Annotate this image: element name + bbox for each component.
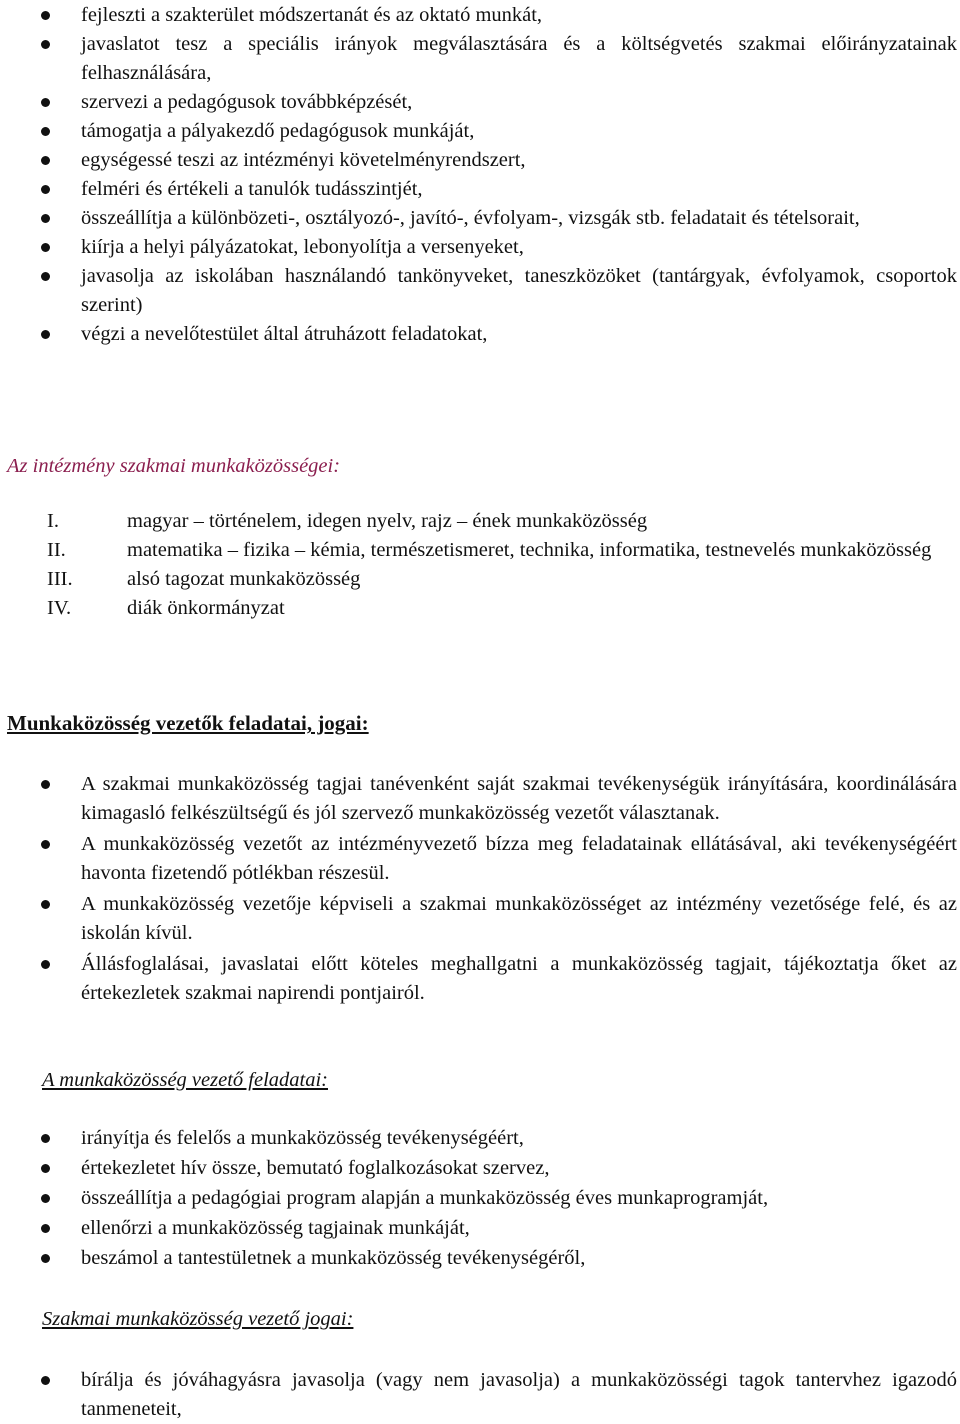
workgroup-item: I. magyar – történelem, idegen nyelv, rajz – ének munkaközösség [0, 507, 960, 536]
bullet-icon [41, 156, 50, 165]
list-item: javasolja az iskolában használandó tankönyveket, taneszközöket (tantárgyak, évfolyamok, csoportok szerint) [0, 262, 960, 320]
list-item: A munkaközösség vezetőt az intézményvezető bízza meg feladatainak ellátásával, aki tevékenységéért havonta fizetendő pótlékban részesül. [0, 830, 960, 888]
bullet-icon [41, 840, 50, 849]
list-item: szervezi a pedagógusok továbbképzését, [0, 88, 960, 117]
workgroups-heading: Az intézmény szakmai munkaközösségei: [7, 455, 341, 477]
bullet-icon [41, 1134, 50, 1143]
bullet-icon [41, 1376, 50, 1385]
bullet-icon [41, 98, 50, 107]
bullet-icon [41, 214, 50, 223]
list-item: végzi a nevelőtestület által átruházott feladatokat, [0, 320, 960, 349]
list-item: összeállítja a pedagógiai program alapján a munkaközösség éves munkaprogramját, [0, 1184, 960, 1213]
workgroup-item: III. alsó tagozat munkaközösség [0, 565, 960, 594]
list-item: támogatja a pályakezdő pedagógusok munkáját, [0, 117, 960, 146]
leader-tasks-heading: A munkaközösség vezető feladatai: [42, 1069, 328, 1091]
leader-tasks-list [0, 1124, 960, 1273]
roman-numeral: III. [47, 568, 73, 590]
list-item: javaslatot tesz a speciális irányok megválasztására és a költségvetés szakmai előirányzatainak felhasználására, [0, 30, 960, 88]
list-item: fejleszti a szakterület módszertanát és az oktató munkát, [0, 1, 960, 30]
bullet-icon [41, 1164, 50, 1173]
list-item: irányítja és felelős a munkaközösség tevékenységéért, [0, 1124, 960, 1153]
leaders-heading: Munkaközösség vezetők feladatai, jogai: [7, 711, 369, 735]
list-item: egységessé teszi az intézményi követelményrendszert, [0, 146, 960, 175]
bullet-icon [41, 900, 50, 909]
bullet-icon [41, 1254, 50, 1263]
bullet-icon [41, 960, 50, 969]
bullet-icon [41, 780, 50, 789]
responsibilities-list [0, 1, 960, 349]
bullet-icon [41, 185, 50, 194]
leader-rights-heading: Szakmai munkaközösség vezető jogai: [42, 1308, 354, 1330]
bullet-icon [41, 11, 50, 20]
workgroup-item: II. matematika – fizika – kémia, természetismeret, technika, informatika, testnevelés munkaközösség [0, 536, 960, 565]
list-item: beszámol a tantestületnek a munkaközösség tevékenységéről, [0, 1244, 960, 1273]
list-item: Állásfoglalásai, javaslatai előtt köteles meghallgatni a munkaközösség tagjait, tájékoztatja őket az értekezletek szakmai napirendi pontjairól. [0, 950, 960, 1008]
leaders-list [0, 770, 960, 1008]
list-item: bírálja és jóváhagyásra javasolja (vagy nem javasolja) a munkaközösségi tagok tantervhez igazodó tanmeneteit, [0, 1366, 960, 1424]
bullet-icon [41, 1194, 50, 1203]
list-item: felméri és értékeli a tanulók tudásszintjét, [0, 175, 960, 204]
bullet-icon [41, 127, 50, 136]
leader-rights-list [0, 1366, 960, 1424]
roman-numeral: I. [47, 510, 59, 532]
list-item: ellenőrzi a munkaközösség tagjainak munkáját, [0, 1214, 960, 1243]
bullet-icon [41, 272, 50, 281]
list-item: összeállítja a különbözeti-, osztályozó-, javító-, évfolyam-, vizsgák stb. feladatait és tételsorait, [0, 204, 960, 233]
list-item: értekezletet hív össze, bemutató foglalkozásokat szervez, [0, 1154, 960, 1183]
workgroup-item: IV. diák önkormányzat [0, 594, 960, 623]
bullet-icon [41, 1224, 50, 1233]
bullet-icon [41, 330, 50, 339]
bullet-icon [41, 40, 50, 49]
roman-numeral: IV. [47, 597, 72, 619]
list-item: A munkaközösség vezetője képviseli a szakmai munkaközösséget az intézmény vezetősége felé, és az iskolán kívül. [0, 890, 960, 948]
roman-numeral: II. [47, 539, 66, 561]
bullet-icon [41, 243, 50, 252]
list-item: A szakmai munkaközösség tagjai tanévenként saját szakmai tevékenységük irányítására, koordinálására kimagasló felkészültségű és jól szervező munkaközösség vezetőt választanak. [0, 770, 960, 828]
workgroups-list [0, 507, 960, 623]
list-item: kiírja a helyi pályázatokat, lebonyolítja a versenyeket, [0, 233, 960, 262]
